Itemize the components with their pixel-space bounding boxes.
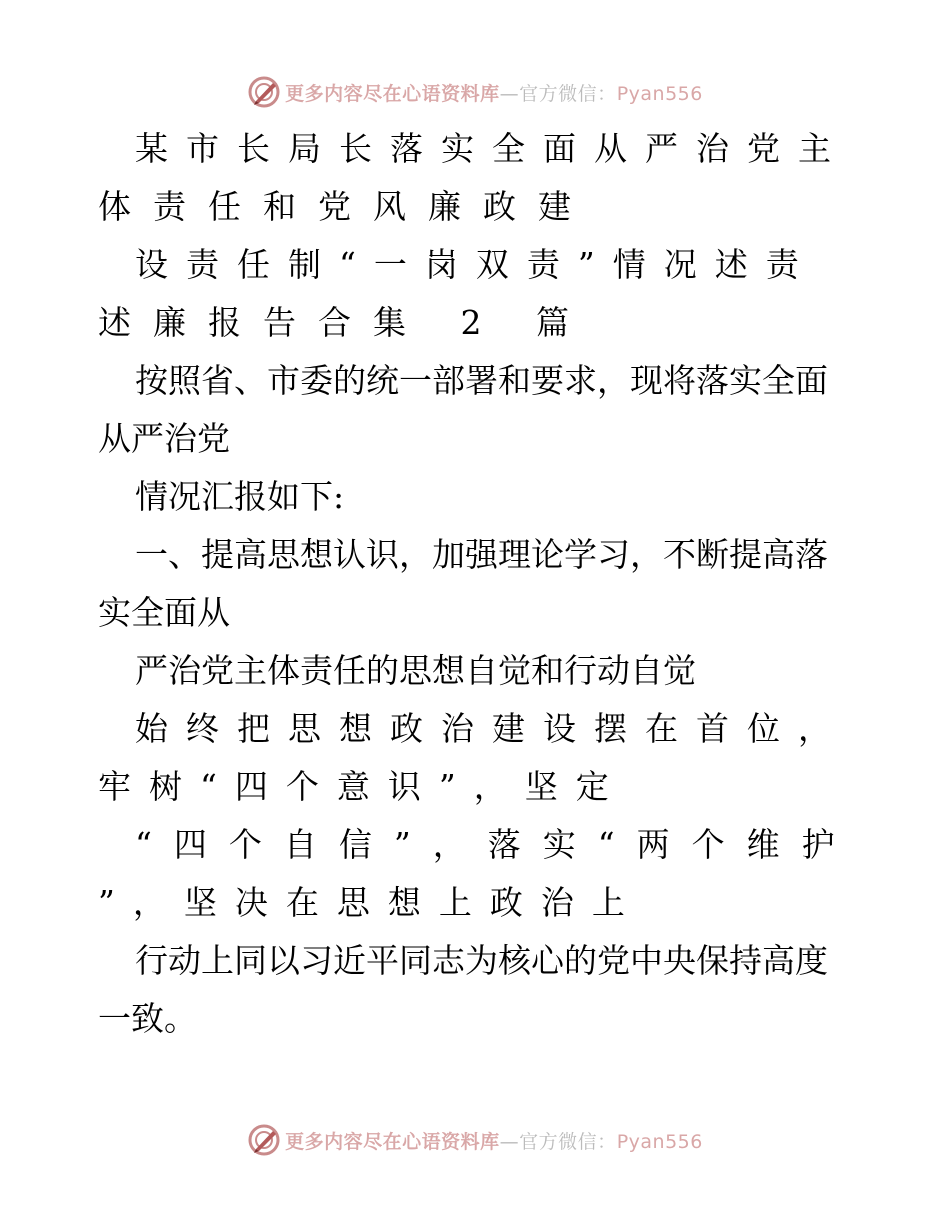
watermark-sub: 官方微信： — [519, 82, 617, 105]
section-heading-line: 一、提高思想认识，加强理论学习，不断提高落 — [135, 535, 828, 574]
watermark-sub: 官方微信： — [519, 1130, 617, 1153]
paragraph-line: 按照省、市委的统一部署和要求，现将落实全面 — [135, 361, 828, 400]
paragraph-line: 牢树“四个意识”，坚定 — [98, 767, 627, 806]
watermark-main: 更多内容尽在心语资料库 — [285, 82, 500, 105]
paragraph-line: 始终把思想政治建设摆在首位， — [135, 709, 849, 748]
watermark-text — [285, 79, 703, 106]
section-heading-line: 严治党主体责任的思想自觉和行动自觉 — [135, 651, 696, 690]
watermark-main: 更多内容尽在心语资料库 — [285, 1130, 500, 1153]
paragraph-line: “四个自信”，落实“两个维护 — [135, 825, 857, 864]
paragraph-line: 行动上同以习近平同志为核心的党中央保持高度 — [135, 941, 828, 980]
watermark-id: Pyan556 — [616, 1130, 703, 1153]
pen-logo-icon — [247, 1123, 281, 1157]
title-line-2: 体责任和党风廉政建 — [98, 187, 593, 226]
title-line-4: 述廉报告合集 2 篇 — [98, 303, 591, 342]
paragraph-line: 一致。 — [98, 999, 197, 1038]
paragraph-line: ”，坚决在思想上政治上 — [98, 883, 643, 922]
document-body — [98, 120, 858, 1048]
footer-watermark — [0, 1120, 950, 1160]
watermark-id: Pyan556 — [616, 82, 703, 105]
title-line-3: 设责任制“一岗双责”情况述责 — [135, 245, 817, 284]
title-line-1: 某市长局长落实全面从严治党主 — [135, 129, 849, 168]
watermark-dash: — — [499, 82, 520, 105]
paragraph-line: 从严治党 — [98, 419, 230, 458]
section-heading-line: 实全面从 — [98, 593, 230, 632]
paragraph-line: 情况汇报如下: — [135, 477, 345, 516]
header-watermark — [0, 72, 950, 112]
watermark-text — [285, 1127, 703, 1154]
pen-logo-icon — [247, 75, 281, 109]
watermark-dash: — — [499, 1130, 520, 1153]
